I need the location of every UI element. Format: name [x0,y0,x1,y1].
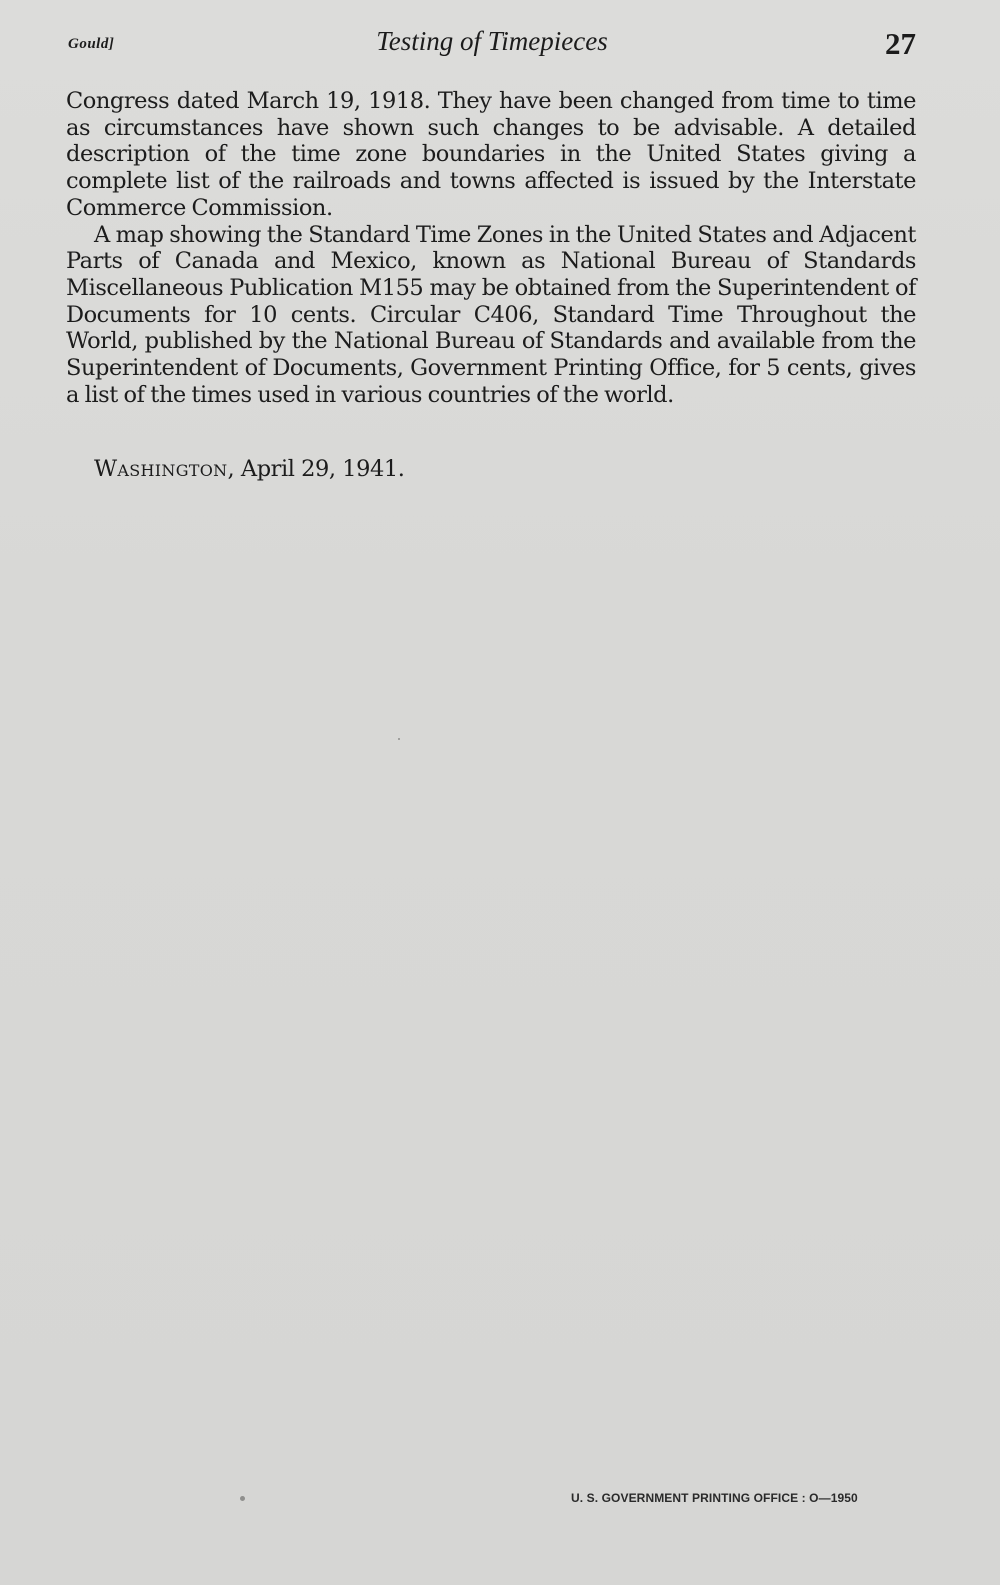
signature-date: , April 29, 1941. [227,456,405,482]
paragraph-continuation: Congress dated March 19, 1918. They have been changed from time to time as circumstances have shown such changes to be advisable. A detailed description of the time zone boundaries in the United States giving a complete list of the railroads and towns affected is issued by the Interstate Commerce Commission. [66,88,916,221]
author-name: Gould] [68,36,115,52]
body-text [66,88,916,408]
printing-office-imprint: U. S. GOVERNMENT PRINTING OFFICE : O—1950 [571,1491,858,1505]
paper-speck [240,1496,245,1501]
paragraph-map-publication: A map showing the Standard Time Zones in the United States and Adjacent Parts of Canada and Mexico, known as National Bureau of Standards Miscellaneous Publication M155 may be obtained from the Superintendent of Documents for 10 cents. Circular C406, Standard Time Throughout the World, published by the National Bureau of Standards and available from the Superintendent of Documents, Government Printing Office, for 5 cents, gives a list of the times used in various countries of the world. [66,221,916,408]
page-number: 27 [885,26,916,61]
paper-speck [398,738,400,740]
signature-place: Washington [94,456,228,482]
running-head [68,26,916,66]
signature-line [94,456,404,482]
page-title: Testing of Timepieces [376,26,608,56]
